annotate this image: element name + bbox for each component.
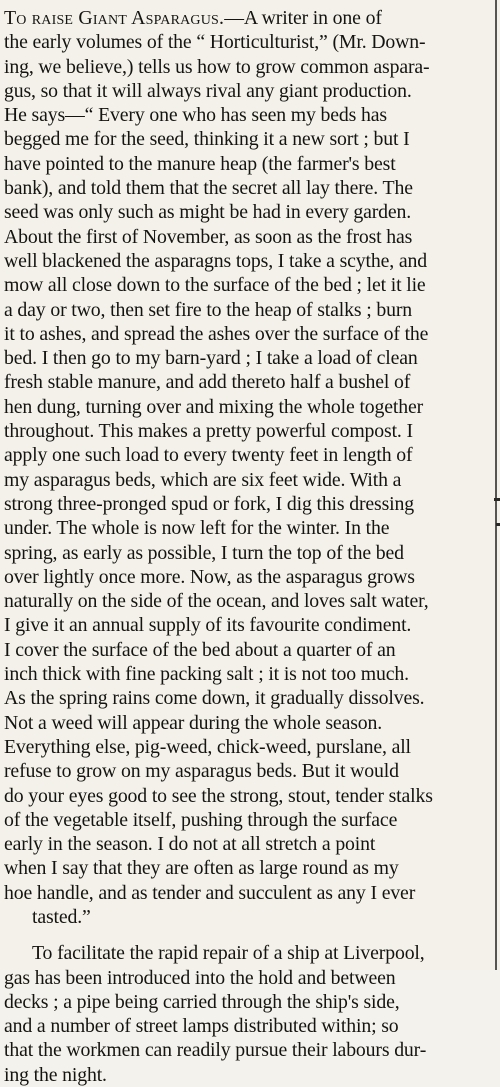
text-line: have pointed to the manure heap (the farmer's best (4, 152, 396, 175)
text-line: over lightly once more. Now, as the asparagus grows (4, 565, 415, 588)
column-rule (495, 0, 497, 970)
text-line: About the first of November, as soon as the frost has (4, 225, 413, 248)
text-line: spring, as early as possible, I turn the top of the bed (4, 541, 404, 564)
text-line-content: —A writer in one of (224, 7, 382, 29)
text-line: bank), and told them that the secret all lay there. The (4, 177, 413, 200)
text-line: fresh stable manure, and add thereto half a bushel of (4, 371, 411, 394)
text-line: it to ashes, and spread the ashes over the surface of the (4, 322, 429, 345)
text-line: gas has been introduced into the hold and between (4, 966, 396, 989)
text-line: To facilitate the rapid repair of a ship at Liverpool, (32, 942, 425, 965)
ship-repair-paragraph (4, 941, 484, 1087)
text-line: mow all close down to the surface of the bed ; let it lie (4, 274, 426, 297)
text-line: do your eyes good to see the strong, stout, tender stalks (4, 784, 433, 807)
text-line: the early volumes of the “ Horticulturist,” (Mr. Down- (4, 31, 426, 54)
text-line: inch thick with fine packing salt ; it is not too much. (4, 663, 409, 686)
text-line: He says—“ Every one who has seen my beds has (4, 104, 387, 127)
text-line: strong three-pronged spud or fork, I dig this dressing (4, 492, 414, 515)
text-line: naturally on the side of the ocean, and loves salt water, (4, 590, 429, 613)
text-line: throughout. This makes a pretty powerful compost. I (4, 420, 413, 443)
article-column (4, 6, 484, 1087)
text-line: when I say that they are often as large round as my (4, 857, 399, 880)
text-line: Not a weed will appear during the whole season. (4, 711, 383, 734)
text-line: hen dung, turning over and mixing the whole together (4, 395, 424, 418)
text-line: and a number of street lamps distributed within; so (4, 1015, 399, 1038)
text-line: I give it an annual supply of its favourite condiment. (4, 614, 412, 637)
text-line: that the workmen can readily pursue their labours dur- (4, 1039, 427, 1062)
text-line: ing, we believe,) tells us how to grow common aspara- (4, 55, 430, 78)
text-line: decks ; a pipe being carried through the ship's side, (4, 990, 400, 1013)
text-line: tasted.” (32, 905, 91, 928)
text-line: under. The whole is now left for the winter. In the (4, 517, 390, 540)
text-line: bed. I then go to my barn-yard ; I take a load of clean (4, 347, 418, 370)
print-speck (494, 498, 500, 501)
text-line: early in the season. I do not at all stretch a point (4, 833, 376, 856)
text-line: a day or two, then set fire to the heap of stalks ; burn (4, 298, 412, 321)
text-line: ing the night. (4, 1063, 107, 1086)
text-line: As the spring rains come down, it gradually dissolves. (4, 687, 425, 710)
text-line: I cover the surface of the bed about a quarter of an (4, 638, 396, 661)
paragraph-gap (4, 929, 484, 941)
text-line: of the vegetable itself, pushing through the surface (4, 808, 398, 831)
print-speck (496, 523, 500, 526)
asparagus-paragraph (4, 6, 484, 929)
text-line: my asparagus beds, which are six feet wide. With a (4, 468, 402, 491)
text-line (4, 6, 484, 30)
text-line: seed was only such as might be had in every garden. (4, 201, 412, 224)
text-line: refuse to grow on my asparagus beds. But it would (4, 760, 399, 783)
article-heading: To raise Giant Asparagus. (4, 7, 225, 29)
text-line: apply one such load to every twenty feet in length of (4, 444, 413, 467)
text-line: well blackened the asparagns tops, I take a scythe, and (4, 249, 427, 272)
text-line: hoe handle, and as tender and succulent as any I ever (4, 881, 416, 904)
text-line: gus, so that it will always rival any giant production. (4, 79, 412, 102)
text-line: Everything else, pig-weed, chick-weed, purslane, all (4, 735, 411, 758)
text-line: begged me for the seed, thinking it a new sort ; but I (4, 128, 410, 151)
